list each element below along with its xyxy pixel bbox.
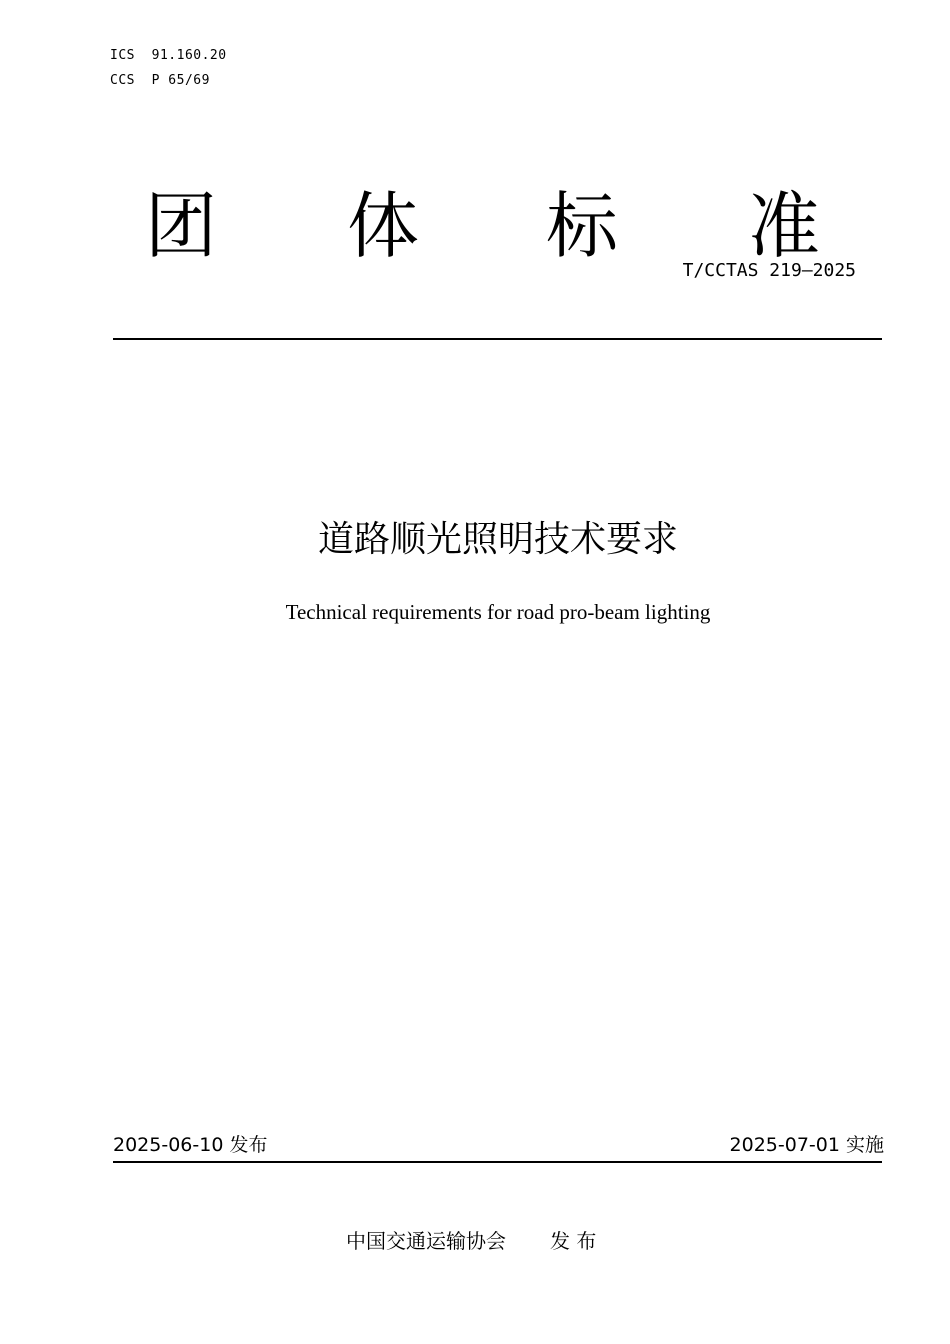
standard-number: T/CCTAS 219—2025 bbox=[682, 260, 856, 281]
standard-type-char: 体 bbox=[347, 184, 420, 268]
issue-date: 2025-06-10 发布 bbox=[113, 1134, 268, 1156]
header-divider bbox=[113, 338, 882, 340]
publisher-line bbox=[346, 1228, 596, 1254]
footer-divider bbox=[113, 1161, 882, 1163]
publisher-action: 发 布 bbox=[550, 1229, 597, 1253]
ics-code: ICS 91.160.20 bbox=[110, 48, 227, 63]
standard-type-char: 团 bbox=[145, 184, 218, 268]
standard-type-char: 标 bbox=[546, 184, 619, 268]
publisher-name: 中国交通运输协会 bbox=[346, 1229, 506, 1253]
document-title-chinese: 道路顺光照明技术要求 bbox=[317, 519, 678, 560]
document-title-english: Technical requirements for road pro-beam lighting bbox=[285, 600, 711, 624]
ccs-code: CCS P 65/69 bbox=[110, 73, 210, 88]
standard-type-char: 准 bbox=[748, 184, 821, 268]
implementation-date: 2025-07-01 实施 bbox=[729, 1134, 884, 1156]
